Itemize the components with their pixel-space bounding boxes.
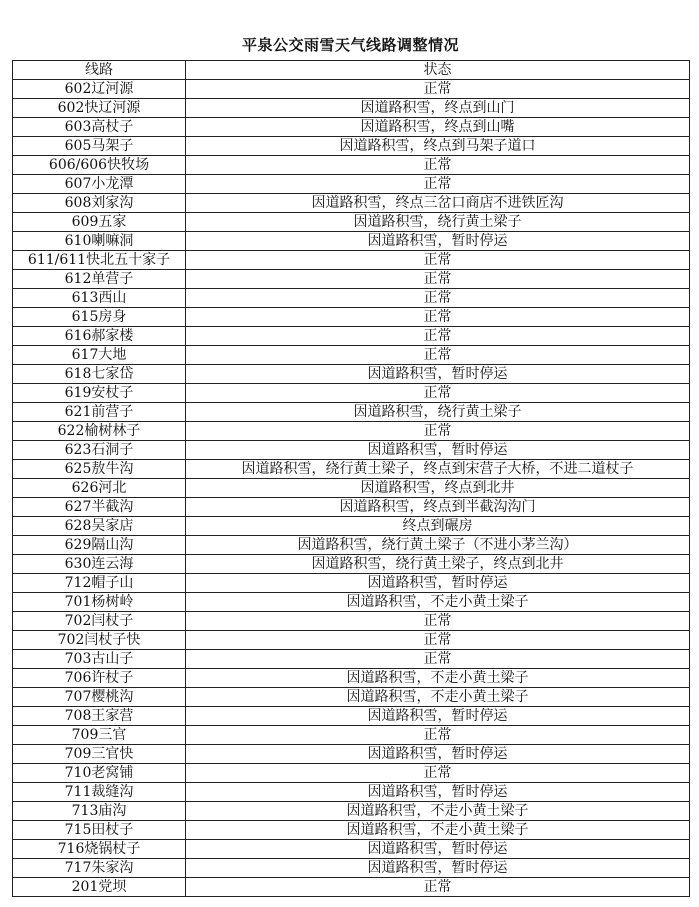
status-cell: 因道路积雪，暂时停运 bbox=[186, 859, 690, 878]
route-cell: 629隔山沟 bbox=[13, 536, 186, 555]
route-cell: 630连云海 bbox=[13, 555, 186, 574]
status-cell: 终点到碾房 bbox=[186, 517, 690, 536]
table-row bbox=[13, 213, 690, 232]
table-row bbox=[13, 308, 690, 327]
status-cell: 因道路积雪，不走小黄土梁子 bbox=[186, 669, 690, 688]
table-row bbox=[13, 764, 690, 783]
route-cell: 626河北 bbox=[13, 479, 186, 498]
table-row bbox=[13, 707, 690, 726]
route-cell: 628吴家店 bbox=[13, 517, 186, 536]
status-cell: 正常 bbox=[186, 156, 690, 175]
status-cell: 因道路积雪，终点到半截沟沟门 bbox=[186, 498, 690, 517]
table-row bbox=[13, 346, 690, 365]
status-cell: 因道路积雪，绕行黄土梁子（不进小茅兰沟） bbox=[186, 536, 690, 555]
route-cell: 702闫杖子快 bbox=[13, 631, 186, 650]
table-row bbox=[13, 99, 690, 118]
table-row bbox=[13, 384, 690, 403]
status-cell: 因道路积雪，终点到山门 bbox=[186, 99, 690, 118]
status-cell: 正常 bbox=[186, 270, 690, 289]
status-cell: 因道路积雪，不走小黄土梁子 bbox=[186, 821, 690, 840]
route-cell: 717朱家沟 bbox=[13, 859, 186, 878]
route-cell: 621前营子 bbox=[13, 403, 186, 422]
route-cell: 603高杖子 bbox=[13, 118, 186, 137]
table-row bbox=[13, 821, 690, 840]
route-cell: 617大地 bbox=[13, 346, 186, 365]
header-row bbox=[13, 61, 690, 80]
route-cell: 605马架子 bbox=[13, 137, 186, 156]
status-cell: 正常 bbox=[186, 422, 690, 441]
status-cell: 因道路积雪，暂时停运 bbox=[186, 232, 690, 251]
route-adjustment-sheet bbox=[12, 30, 689, 897]
route-cell: 609五家 bbox=[13, 213, 186, 232]
status-cell: 正常 bbox=[186, 327, 690, 346]
status-cell: 因道路积雪，暂时停运 bbox=[186, 840, 690, 859]
route-cell: 709三官 bbox=[13, 726, 186, 745]
status-cell: 正常 bbox=[186, 764, 690, 783]
status-cell: 因道路积雪，绕行黄土梁子 bbox=[186, 403, 690, 422]
route-cell: 701杨树岭 bbox=[13, 593, 186, 612]
route-cell: 619安杖子 bbox=[13, 384, 186, 403]
status-cell: 因道路积雪，暂时停运 bbox=[186, 783, 690, 802]
route-cell: 602快辽河源 bbox=[13, 99, 186, 118]
route-cell: 612单营子 bbox=[13, 270, 186, 289]
status-cell: 因道路积雪，暂时停运 bbox=[186, 745, 690, 764]
status-cell: 正常 bbox=[186, 384, 690, 403]
table-row bbox=[13, 631, 690, 650]
status-cell: 因道路积雪，暂时停运 bbox=[186, 365, 690, 384]
status-cell: 因道路积雪，终点到山嘴 bbox=[186, 118, 690, 137]
status-cell: 正常 bbox=[186, 650, 690, 669]
route-cell: 711裁缝沟 bbox=[13, 783, 186, 802]
table-row bbox=[13, 517, 690, 536]
route-cell: 608刘家沟 bbox=[13, 194, 186, 213]
route-cell: 615房身 bbox=[13, 308, 186, 327]
route-cell: 710老窝铺 bbox=[13, 764, 186, 783]
route-cell: 627半截沟 bbox=[13, 498, 186, 517]
status-cell: 因道路积雪，绕行黄土梁子，终点到北井 bbox=[186, 555, 690, 574]
table-row bbox=[13, 669, 690, 688]
table-row bbox=[13, 403, 690, 422]
table-row bbox=[13, 688, 690, 707]
table-row bbox=[13, 555, 690, 574]
status-cell: 因道路积雪，绕行黄土梁子 bbox=[186, 213, 690, 232]
table-row bbox=[13, 650, 690, 669]
status-cell: 正常 bbox=[186, 251, 690, 270]
table-row bbox=[13, 175, 690, 194]
route-cell: 707樱桃沟 bbox=[13, 688, 186, 707]
table-row bbox=[13, 840, 690, 859]
route-cell: 703古山子 bbox=[13, 650, 186, 669]
table-row bbox=[13, 498, 690, 517]
route-cell: 622榆树林子 bbox=[13, 422, 186, 441]
route-cell: 715田杖子 bbox=[13, 821, 186, 840]
table-row bbox=[13, 289, 690, 308]
table-row bbox=[13, 802, 690, 821]
table-row bbox=[13, 251, 690, 270]
sheet-title: 平泉公交雨雪天气线路调整情况 bbox=[241, 36, 459, 54]
route-cell: 716烧锅杖子 bbox=[13, 840, 186, 859]
route-cell: 709三官快 bbox=[13, 745, 186, 764]
status-cell: 因道路积雪，不走小黄土梁子 bbox=[186, 802, 690, 821]
route-status-table bbox=[12, 60, 690, 897]
status-cell: 正常 bbox=[186, 878, 690, 897]
table-row bbox=[13, 460, 690, 479]
status-cell: 正常 bbox=[186, 80, 690, 99]
table-row bbox=[13, 232, 690, 251]
table-row bbox=[13, 878, 690, 897]
table-row bbox=[13, 574, 690, 593]
table-body bbox=[13, 80, 690, 897]
route-cell: 618七家岱 bbox=[13, 365, 186, 384]
route-cell: 613西山 bbox=[13, 289, 186, 308]
status-cell: 正常 bbox=[186, 175, 690, 194]
route-cell: 606/606快牧场 bbox=[13, 156, 186, 175]
status-cell: 正常 bbox=[186, 289, 690, 308]
route-cell: 708王家营 bbox=[13, 707, 186, 726]
table-row bbox=[13, 422, 690, 441]
status-cell: 因道路积雪，绕行黄土梁子，终点到宋营子大桥，不进二道杖子 bbox=[186, 460, 690, 479]
table-row bbox=[13, 80, 690, 99]
route-cell: 712帽子山 bbox=[13, 574, 186, 593]
table-row bbox=[13, 270, 690, 289]
status-cell: 因道路积雪，终点到马架子道口 bbox=[186, 137, 690, 156]
route-cell: 610喇嘛洞 bbox=[13, 232, 186, 251]
table-row bbox=[13, 859, 690, 878]
status-cell: 因道路积雪，终点三岔口商店不进铁匠沟 bbox=[186, 194, 690, 213]
table-row bbox=[13, 118, 690, 137]
status-cell: 因道路积雪，暂时停运 bbox=[186, 441, 690, 460]
route-cell: 625敖牛沟 bbox=[13, 460, 186, 479]
table-row bbox=[13, 365, 690, 384]
table-row bbox=[13, 593, 690, 612]
route-cell: 611/611快北五十家子 bbox=[13, 251, 186, 270]
status-cell: 因道路积雪，不走小黄土梁子 bbox=[186, 593, 690, 612]
route-cell: 623石洞子 bbox=[13, 441, 186, 460]
table-row bbox=[13, 194, 690, 213]
table-row bbox=[13, 536, 690, 555]
table-row bbox=[13, 327, 690, 346]
table-row bbox=[13, 137, 690, 156]
route-column-header: 线路 bbox=[13, 61, 186, 80]
status-cell: 因道路积雪，暂时停运 bbox=[186, 574, 690, 593]
status-cell: 正常 bbox=[186, 612, 690, 631]
table-row bbox=[13, 783, 690, 802]
table-row bbox=[13, 745, 690, 764]
status-cell: 正常 bbox=[186, 726, 690, 745]
route-cell: 713庙沟 bbox=[13, 802, 186, 821]
table-row bbox=[13, 156, 690, 175]
status-cell: 正常 bbox=[186, 631, 690, 650]
status-cell: 因道路积雪，暂时停运 bbox=[186, 707, 690, 726]
table-row bbox=[13, 726, 690, 745]
status-cell: 正常 bbox=[186, 346, 690, 365]
status-cell: 因道路积雪，终点到北井 bbox=[186, 479, 690, 498]
route-cell: 602辽河源 bbox=[13, 80, 186, 99]
status-cell: 因道路积雪，不走小黄土梁子 bbox=[186, 688, 690, 707]
route-cell: 201党坝 bbox=[13, 878, 186, 897]
route-cell: 702闫杖子 bbox=[13, 612, 186, 631]
route-cell: 616郝家楼 bbox=[13, 327, 186, 346]
table-row bbox=[13, 479, 690, 498]
table-row bbox=[13, 441, 690, 460]
status-column-header: 状态 bbox=[186, 61, 690, 80]
status-cell: 正常 bbox=[186, 308, 690, 327]
table-row bbox=[13, 612, 690, 631]
route-cell: 607小龙潭 bbox=[13, 175, 186, 194]
route-cell: 706许杖子 bbox=[13, 669, 186, 688]
